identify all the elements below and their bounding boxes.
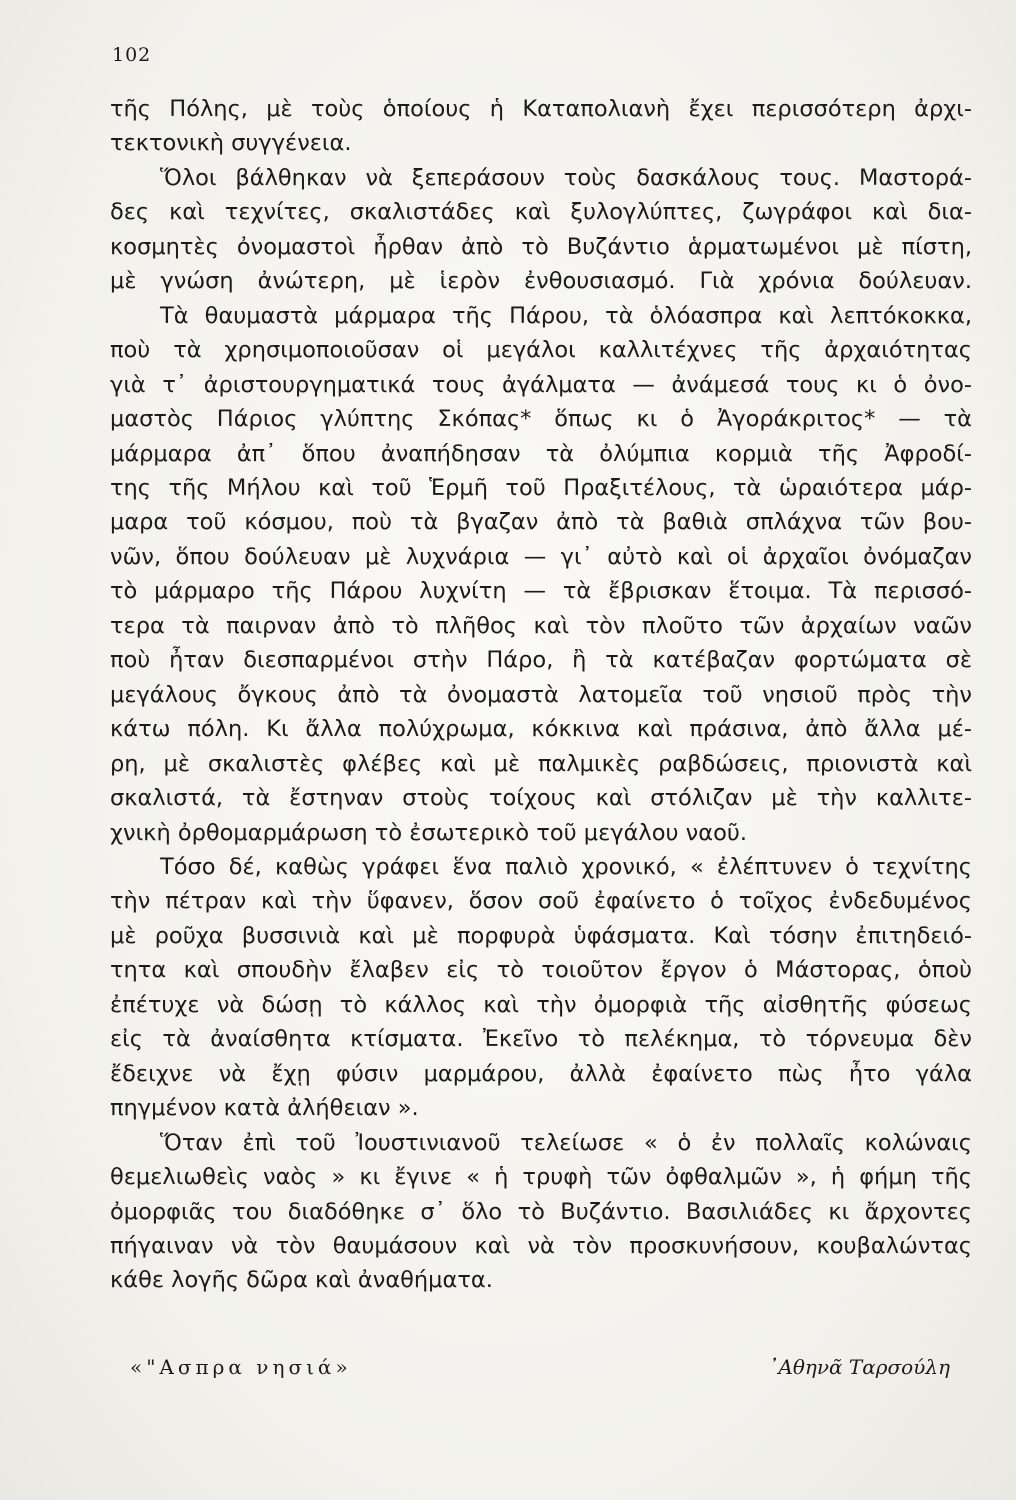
text-line: τερα τὰ παιρναν ἀπὸ τὸ πλῆθος καὶ τὸν πλοῦτο τῶν ἀρχαίων ναῶν [110,612,972,639]
text-line: κοσμητὲς ὀνομαστοὶ ἦρθαν ἀπὸ τὸ Βυζάντιο ἁρματωμένοι μὲ πίστη, [110,233,972,260]
text-line: σκαλιστά, τὰ ἔστηναν στοὺς τοίχους καὶ στόλιζαν μὲ τὴν καλλιτε- [110,785,972,812]
text-line: τὴν πέτραν καὶ τὴν ὕφανεν, ὅσον σοῦ ἐφαίνετο ὁ τοῖχος ἐνδεδυμένος [110,888,972,915]
text-line: ὀμορφιᾶς του διαδόθηκε σ᾿ ὅλο τὸ Βυζάντιο. Βασιλιάδες κι ἄρχοντες [110,1198,972,1225]
text-line: ρη, μὲ σκαλιστὲς φλέβες καὶ μὲ παλμικὲς ραβδώσεις, πριονιστὰ καὶ [110,750,972,777]
text-line: κάτω πόλη. Κι ἄλλα πολύχρωμα, κόκκινα καὶ πράσινα, ἀπὸ ἄλλα μέ- [110,716,972,743]
text-line: τητα καὶ σπουδὴν ἔλαβεν εἰς τὸ τοιοῦτον ἔργον ὁ Μάστορας, ὁποὺ [110,957,972,984]
text-line: νῶν, ὅπου δούλευαν μὲ λυχνάρια — γι᾿ αὐτὸ καὶ οἱ ἀρχαῖοι ὀνόμαζαν [110,543,972,570]
text-line: ποὺ ἦταν διεσπαρμένοι στὴν Πάρο, ἢ τὰ κατέβαζαν φορτώματα σὲ [110,647,972,674]
text-line: εἰς τὰ ἀναίσθητα κτίσματα. Ἐκεῖνο τὸ πελέκημα, τὸ τόρνευμα δὲν [110,1026,972,1053]
text-line: κάθε λογῆς δῶρα καὶ ἀναθήματα. [110,1267,493,1294]
text-line: ἐπέτυχε νὰ δώσῃ τὸ κάλλος καὶ τὴν ὀμορφιὰ τῆς αἰσθητῆς φύσεως [110,991,972,1018]
text-line: μὲ γνώση ἀνώτερη, μὲ ἱερὸν ἐνθουσιασμό. Γιὰ χρόνια δούλευαν. [110,268,972,295]
text-line: τῆς Πόλης, μὲ τοὺς ὁποίους ἡ Καταπολιανὴ ἔχει περισσότερη ἀρχι- [110,96,972,122]
text-line: γιὰ τ᾿ ἀριστουργηματικά τους ἀγάλματα — ἀνάμεσά τους κι ὁ ὀνο- [110,371,972,398]
text-line: θεμελιωθεὶς ναὸς » κι ἔγινε « ἡ τρυφὴ τῶν ὀφθαλμῶν », ἡ φήμη τῆς [110,1164,972,1191]
text-line: μαστὸς Πάριος γλύπτης Σκόπας* ὅπως κι ὁ Ἀγοράκριτος* — τὰ [110,406,972,433]
text-line: μαρα τοῦ κόσμου, ποὺ τὰ βγαζαν ἀπὸ τὰ βαθιὰ σπλάχνα τῶν βου- [110,509,972,536]
source-title: «"Ασπρα νησιά» [130,1355,352,1379]
text-line: ποὺ τὰ χρησιμοποιοῦσαν οἱ μεγάλοι καλλιτέχνες τῆς ἀρχαιότητας [110,337,972,364]
text-line: δες καὶ τεχνίτες, σκαλιστάδες καὶ ξυλογλύπτες, ζωγράφοι καὶ δια- [110,199,972,226]
text-line: μάρμαρα ἀπ᾿ ὅπου ἀναπήδησαν τὰ ὀλύμπια κορμιὰ τῆς Ἀφροδί- [110,440,972,467]
text-line: της τῆς Μήλου καὶ τοῦ Ἑρμῆ τοῦ Πραξιτέλους, τὰ ὡραιότερα μάρ- [110,474,972,501]
text-line: χνικὴ ὀρθομαρμάρωση τὸ ἐσωτερικὸ τοῦ μεγάλου ναοῦ. [110,819,748,846]
text-line: Τὰ θαυμαστὰ μάρμαρα τῆς Πάρου, τὰ ὁλόασπρα καὶ λεπτόκοκκα, [160,302,972,329]
page-number: 102 [112,44,152,66]
text-line: τεκτονικὴ συγγένεια. [110,130,352,157]
text-line: πήγαιναν νὰ τὸν θαυμάσουν καὶ νὰ τὸν προσκυνήσουν, κουβαλώντας [110,1232,972,1259]
text-line: πηγμένον κατὰ ἀλήθειαν ». [110,1095,419,1122]
text-line: Ὅταν ἐπὶ τοῦ Ἰουστινιανοῦ τελείωσε « ὁ ἐν πολλαῖς κολώναις [160,1129,972,1156]
author-name: ᾿Αθηνᾶ Ταρσούλη [768,1355,950,1379]
body-text [110,92,972,1298]
text-line: Τόσο δέ, καθὼς γράφει ἕνα παλιὸ χρονικό, « ἐλέπτυνεν ὁ τεχνίτης [160,853,972,880]
text-line: τὸ μάρμαρο τῆς Πάρου λυχνίτη — τὰ ἔβρισκαν ἕτοιμα. Τὰ περισσό- [110,578,972,605]
footer [130,1355,960,1395]
text-line: ἔδειχνε νὰ ἔχῃ φύσιν μαρμάρου, ἀλλὰ ἐφαίνετο πὼς ἦτο γάλα [110,1060,972,1087]
text-line: μεγάλους ὄγκους ἀπὸ τὰ ὀνομαστὰ λατομεῖα τοῦ νησιοῦ πρὸς τὴν [110,681,972,708]
text-line: μὲ ροῦχα βυσσινιὰ καὶ μὲ πορφυρὰ ὑφάσματα. Καὶ τόσην ἐπιτηδειό- [110,922,972,949]
text-line: Ὅλοι βάλθηκαν νὰ ξεπεράσουν τοὺς δασκάλους τους. Μαστορά- [160,164,972,191]
